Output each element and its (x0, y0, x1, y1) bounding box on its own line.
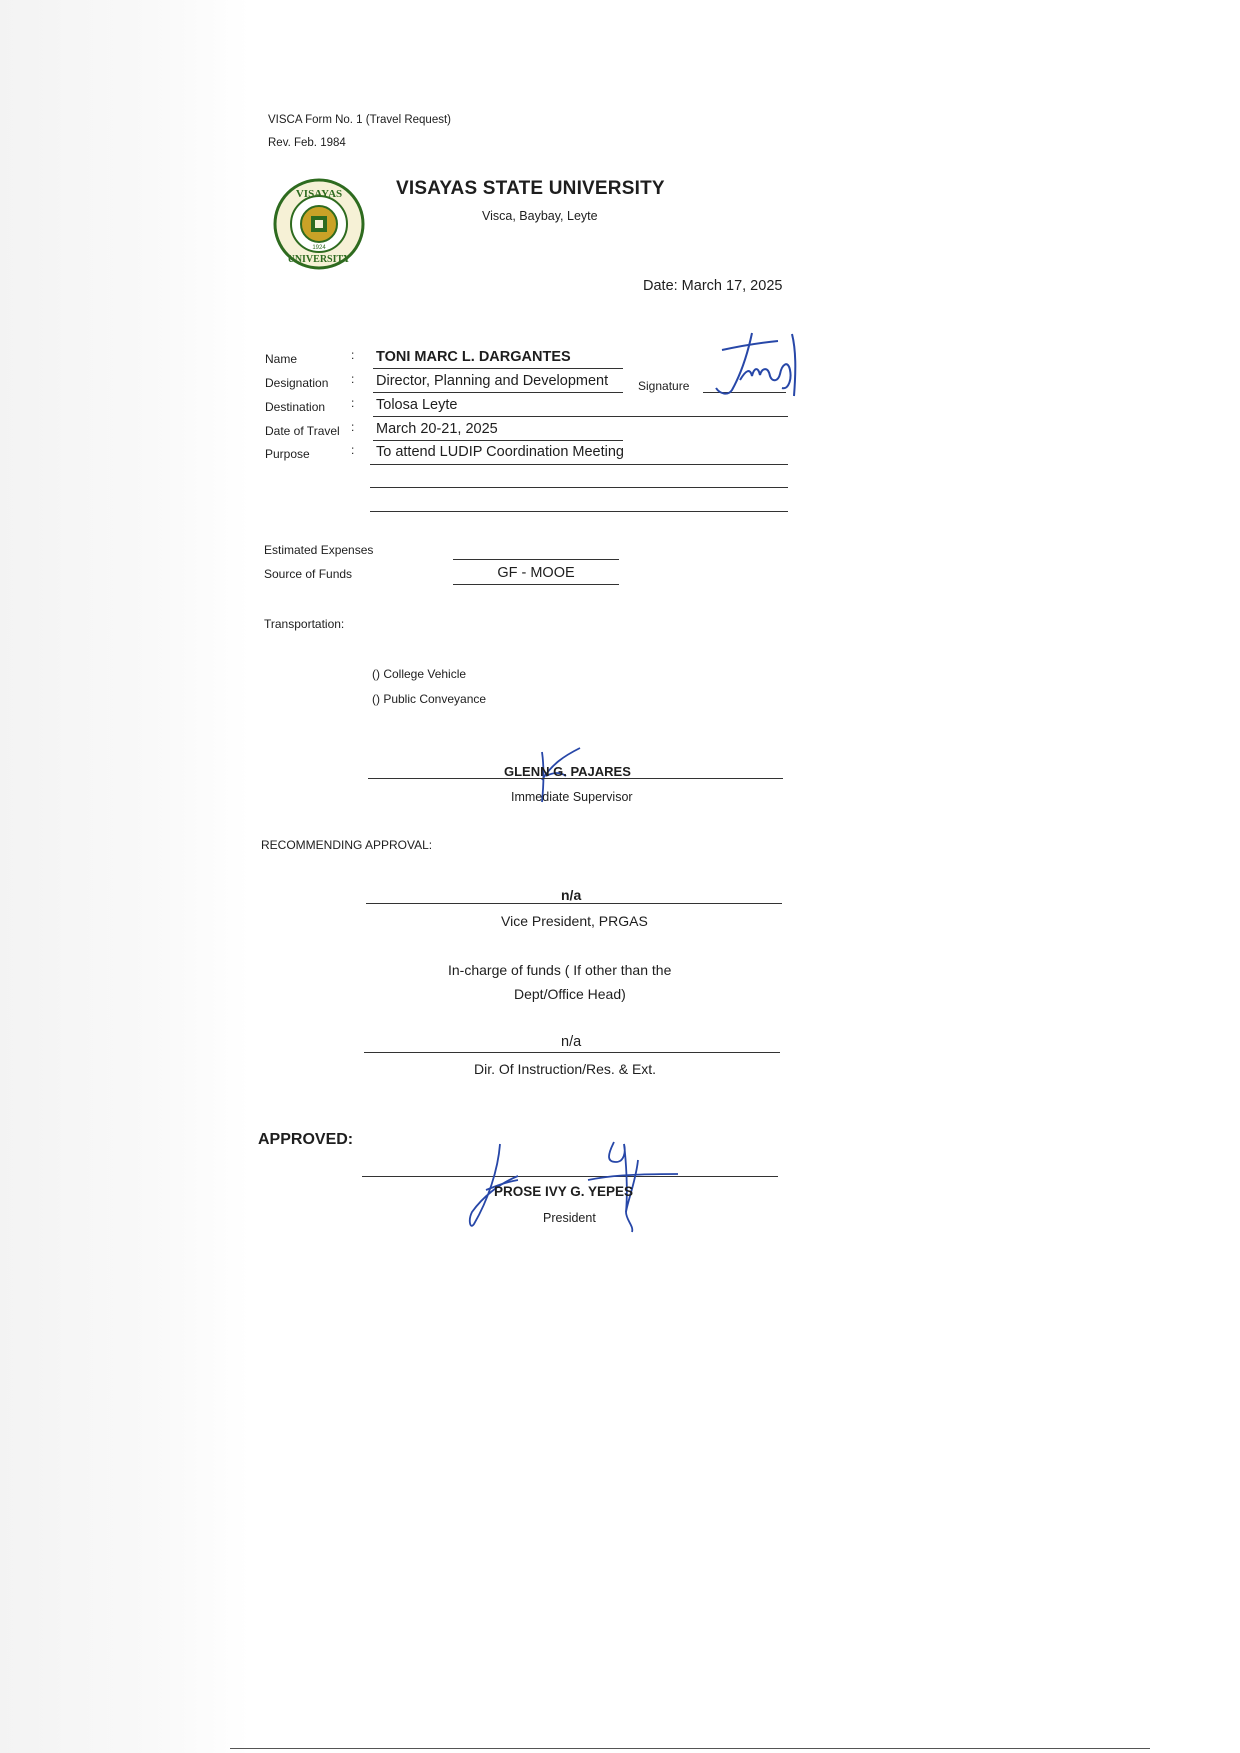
university-seal-icon (273, 178, 365, 270)
director-title: Dir. Of Instruction/Res. & Ext. (474, 1061, 657, 1077)
form-revision: Rev. Feb. 1984 (268, 137, 346, 149)
purpose-value: To attend LUDIP Coordination Meeting (376, 444, 624, 460)
scan-edge-shade (0, 0, 250, 1753)
recommending-approval-label: RECOMMENDING APPROVAL: (261, 838, 433, 852)
vp-name: n/a (561, 887, 582, 903)
svg-text:UNIVERSITY: UNIVERSITY (287, 254, 351, 265)
destination-colon: : (351, 396, 355, 410)
destination-label: Destination (265, 400, 326, 414)
date-of-travel-label: Date of Travel (265, 424, 340, 438)
president-title: President (543, 1211, 596, 1225)
source-of-funds-label: Source of Funds (264, 567, 353, 581)
purpose-underline-1 (370, 464, 788, 465)
applicant-signature (712, 330, 802, 402)
funds-note-line-1: In-charge of funds ( If other than the (448, 962, 672, 978)
name-colon: : (351, 348, 355, 362)
signature-label: Signature (638, 379, 690, 393)
source-of-funds-value: GF - MOOE (497, 565, 575, 581)
date-of-travel-value: March 20-21, 2025 (376, 421, 498, 437)
estimated-expenses-label: Estimated Expenses (264, 543, 374, 557)
university-name: VISAYAS STATE UNIVERSITY (396, 178, 665, 199)
destination-underline (373, 416, 788, 417)
supervisor-title: Immediate Supervisor (511, 790, 633, 804)
designation-label: Designation (265, 376, 329, 390)
svg-text:VISAYAS: VISAYAS (295, 188, 343, 200)
scan-bottom-edge (230, 1748, 1150, 1749)
president-name: PROSE IVY G. YEPES (494, 1184, 634, 1199)
purpose-underline-2 (370, 487, 788, 488)
transportation-label: Transportation: (264, 617, 345, 631)
name-underline (373, 368, 623, 369)
purpose-label: Purpose (265, 447, 310, 461)
director-name: n/a (561, 1034, 582, 1050)
request-date: Date: March 17, 2025 (643, 278, 783, 294)
form-number: VISCA Form No. 1 (Travel Request) (268, 114, 451, 126)
purpose-colon: : (351, 443, 355, 457)
option-public-conveyance: () Public Conveyance (372, 692, 487, 706)
funds-note-line-2: Dept/Office Head) (514, 986, 626, 1002)
approved-label: APPROVED: (258, 1131, 354, 1148)
designation-underline (373, 392, 623, 393)
source-of-funds-underline (453, 584, 619, 585)
university-address: Visca, Baybay, Leyte (482, 209, 598, 223)
supervisor-name: GLENN G. PAJARES (504, 764, 631, 779)
date-of-travel-colon: : (351, 420, 355, 434)
designation-value: Director, Planning and Development (376, 373, 609, 389)
name-label: Name (265, 352, 298, 366)
estimated-expenses-underline (453, 559, 619, 560)
svg-text:1924: 1924 (312, 245, 326, 251)
purpose-underline-3 (370, 511, 788, 512)
designation-colon: : (351, 372, 355, 386)
name-value: TONI MARC L. DARGANTES (376, 349, 571, 365)
vp-title: Vice President, PRGAS (501, 913, 648, 929)
date-of-travel-underline (373, 440, 623, 441)
director-signature-line (364, 1052, 780, 1053)
option-college-vehicle: () College Vehicle (372, 667, 467, 681)
destination-value: Tolosa Leyte (376, 397, 458, 413)
vp-signature-line (366, 903, 782, 904)
